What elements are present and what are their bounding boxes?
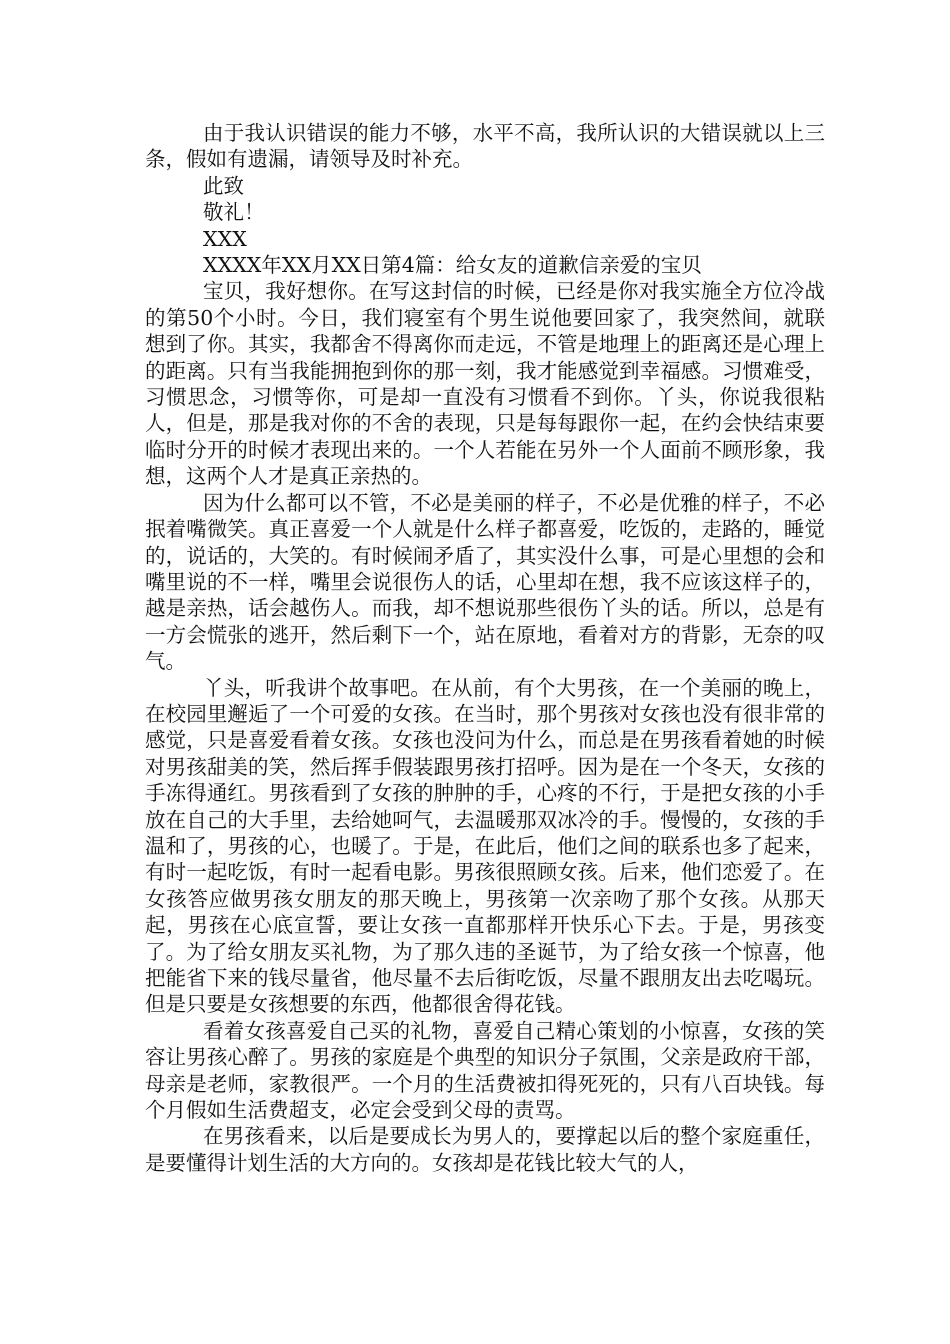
paragraph-gifts-and-family: 看着女孩喜爱自己买的礼物，喜爱自己精心策划的小惊喜，女孩的笑容让男孩心醉了。男孩的家庭是个典型的知识分子氛围，父亲是政府干部，母亲是老师，家教很严。一个月的生活费被扣得死死的，只有八百块钱。每个月假如生活费超支，必定会受到父母的责骂。 xyxy=(145,1018,825,1123)
signature-name: XXX xyxy=(203,226,247,251)
paragraph-future-plans: 在男孩看来，以后是要成长为男人的，要撑起以后的整个家庭重任，是要懂得计划生活的大方向的。女孩却是花钱比较大气的人， xyxy=(145,1124,825,1175)
closing-salutation: 此致 xyxy=(203,173,244,198)
document-page xyxy=(145,120,825,1176)
paragraph-true-love: 因为什么都可以不管，不必是美丽的样子，不必是优雅的样子，不必抿着嘴微笑。真正喜爱一个人就是什么样子都喜爱，吃饭的，走路的，睡觉的，说话的，大笑的。有时候闹矛盾了，其实没什么事，可是心里想的会和嘴里说的不一样，嘴里会说很伤人的话，心里却在想，我不应该这样子的，越是亲热，话会越伤人。而我，却不想说那些很伤丫头的话。所以，总是有一方会慌张的逃开，然后剩下一个，站在原地，看着对方的背影，无奈的叹气。 xyxy=(145,490,825,674)
paragraph-missing-you: 宝贝，我好想你。在写这封信的时候，已经是你对我实施全方位冷战的第50个小时。今日，我们寝室有个男生说他要回家了，我突然间，就联想到了你。其实，我都舍不得离你而走远，不管是地理上的距离还是心理上的距离。只有当我能拥抱到你的那一刻，我才能感觉到幸福感。习惯难受，习惯思念，习惯等你，可是却一直没有习惯看不到你。丫头，你说我很粘人，但是，那是我对你的不舍的表现，只是每每跟你一起，在约会快结束要临时分开的时候才表现出来的。一个人若能在另外一个人面前不顾形象，我想，这两个人才是真正亲热的。 xyxy=(145,279,825,489)
paragraph-conclusion: 由于我认识错误的能力不够，水平不高，我所认识的大错误就以上三条，假如有遗漏，请领导及时补充。 xyxy=(145,121,825,172)
date-and-section-title: XXXX年XX月XX日第4篇：给女友的道歉信亲爱的宝贝 xyxy=(203,253,702,278)
paragraph-story: 丫头，听我讲个故事吧。在从前，有个大男孩，在一个美丽的晚上，在校园里邂逅了一个可爱的女孩。在当时，那个男孩对女孩也没有很非常的感觉，只是喜爱看着女孩。女孩也没问为什么，而总是在男孩看着她的时候对男孩甜美的笑，然后挥手假装跟男孩打招呼。因为是在一个冬天，女孩的手冻得通红。男孩看到了女孩的肿肿的手，心疼的不行，于是把女孩的小手放在自己的大手里，去给她呵气，去温暖那双冰冷的手。慢慢的，女孩的手温和了，男孩的心，也暖了。于是，在此后，他们之间的联系也多了起来，有时一起吃饭，有时一起看电影。男孩很照顾女孩。后来，他们恋爱了。在女孩答应做男孩女朋友的那天晚上，男孩第一次亲吻了那个女孩。从那天起，男孩在心底宣誓，要让女孩一直都那样开快乐心下去。于是，男孩变了。为了给女朋友买礼物，为了那久违的圣诞节，为了给女孩一个惊喜，他把能省下来的钱尽量省，他尽量不去后街吃饭，尽量不跟朋友出去吃喝玩。但是只要是女孩想要的东西，他都很舍得花钱。 xyxy=(145,675,825,1017)
closing-regards: 敬礼！ xyxy=(203,200,265,225)
